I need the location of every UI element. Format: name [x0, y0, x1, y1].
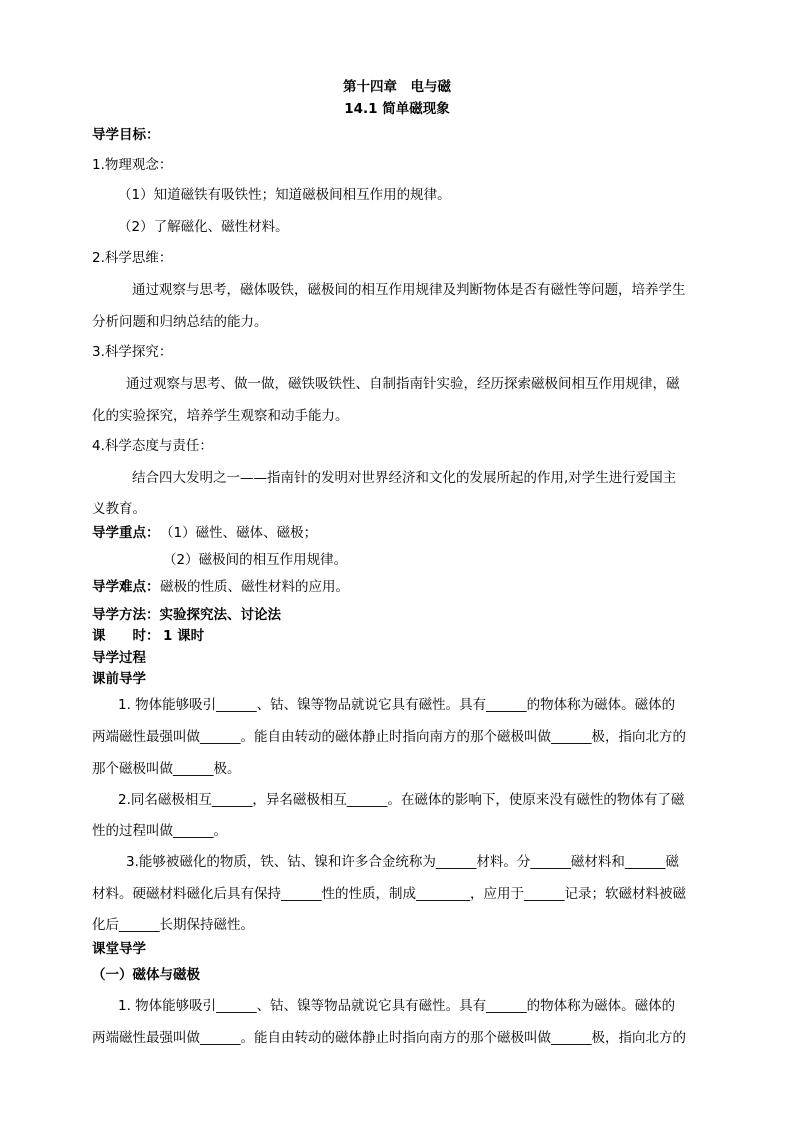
key-point-2: （2）磁极间的相互作用规律。 — [163, 552, 348, 568]
pre-question-1-line-2: 两端磁性最强叫做______。能自由转动的磁体静止时指向南方的那个磁极叫做______极，指向北方的 — [92, 729, 686, 745]
pre-question-3-line-3: 化后______长期保持磁性。 — [92, 917, 254, 933]
period-label: 课 时： — [92, 628, 160, 644]
goal-3-heading: 3.科学探究： — [92, 344, 173, 360]
difficulty-label: 导学难点： — [92, 579, 160, 595]
goal-2-line-1: 通过观察与思考，磁体吸铁，磁极间的相互作用规律及判断物体是否有磁性等问题，培养学生 — [132, 282, 686, 298]
pre-question-3-line-2: 材料。硬磁材料磁化后具有保持______性的性质，制成________，应用于______记录；软磁材料被磁 — [92, 886, 686, 902]
pre-question-2-line-1: 2.同名磁极相互______，异名磁极相互______。在磁体的影响下，使原来没有磁性的物体有了磁 — [118, 792, 685, 808]
goal-3-line-2: 化的实验探究，培养学生观察和动手能力。 — [92, 408, 349, 424]
key-point-1: （1）磁性、磁体、磁极； — [160, 525, 318, 541]
pre-question-3-line-1: 3.能够被磁化的物质，铁、钴、镍和许多合金统称为______材料。分______磁材料和______磁 — [126, 854, 679, 870]
pre-question-1-line-3: 那个磁极叫做______极。 — [92, 761, 241, 777]
pre-class-heading: 课前导学 — [92, 671, 146, 687]
goal-4-line-1: 结合四大发明之一——指南针的发明对世界经济和文化的发展所起的作用,对学生进行爱国主 — [132, 470, 677, 486]
part-1-heading: （一）磁体与磁极 — [92, 967, 200, 983]
goal-1-item-2: （2）了解磁化、磁性材料。 — [118, 219, 289, 235]
class-question-1-line-2: 两端磁性最强叫做______。能自由转动的磁体静止时指向南方的那个磁极叫做______极，指向北方的 — [92, 1030, 686, 1046]
section-title: 14.1 简单磁现象 — [344, 101, 450, 117]
goal-2-line-2: 分析问题和归纳总结的能力。 — [92, 314, 268, 330]
difficulty-text: 磁极的性质、磁性材料的应用。 — [160, 579, 349, 595]
process-heading: 导学过程 — [92, 650, 146, 666]
key-points-label: 导学重点： — [92, 525, 160, 541]
goal-4-heading: 4.科学态度与责任： — [92, 438, 213, 454]
goal-1-heading: 1.物理观念： — [92, 157, 173, 173]
goals-heading: 导学目标： — [92, 127, 160, 143]
goal-4-line-2: 义教育。 — [92, 501, 146, 517]
in-class-heading: 课堂导学 — [92, 941, 146, 957]
goal-2-heading: 2.科学思维： — [92, 250, 173, 266]
goal-3-line-1: 通过观察与思考、做一做，磁铁吸铁性、自制指南针实验，经历探索磁极间相互作用规律，磁 — [126, 376, 680, 392]
pre-question-2-line-2: 性的过程叫做______。 — [92, 823, 227, 839]
class-question-1-line-1: 1. 物体能够吸引______、钴、镍等物品就说它具有磁性。具有______的物体称为磁体。磁体的 — [118, 998, 676, 1014]
method: 导学方法：实验探究法、讨论法 — [92, 607, 281, 623]
period-value: 1 课时 — [163, 628, 205, 644]
goal-1-item-1: （1）知道磁铁有吸铁性；知道磁极间相互作用的规律。 — [118, 187, 451, 203]
pre-question-1-line-1: 1. 物体能够吸引______、钴、镍等物品就说它具有磁性。具有______的物体称为磁体。磁体的 — [118, 697, 676, 713]
chapter-title: 第十四章 电与磁 — [343, 79, 451, 95]
